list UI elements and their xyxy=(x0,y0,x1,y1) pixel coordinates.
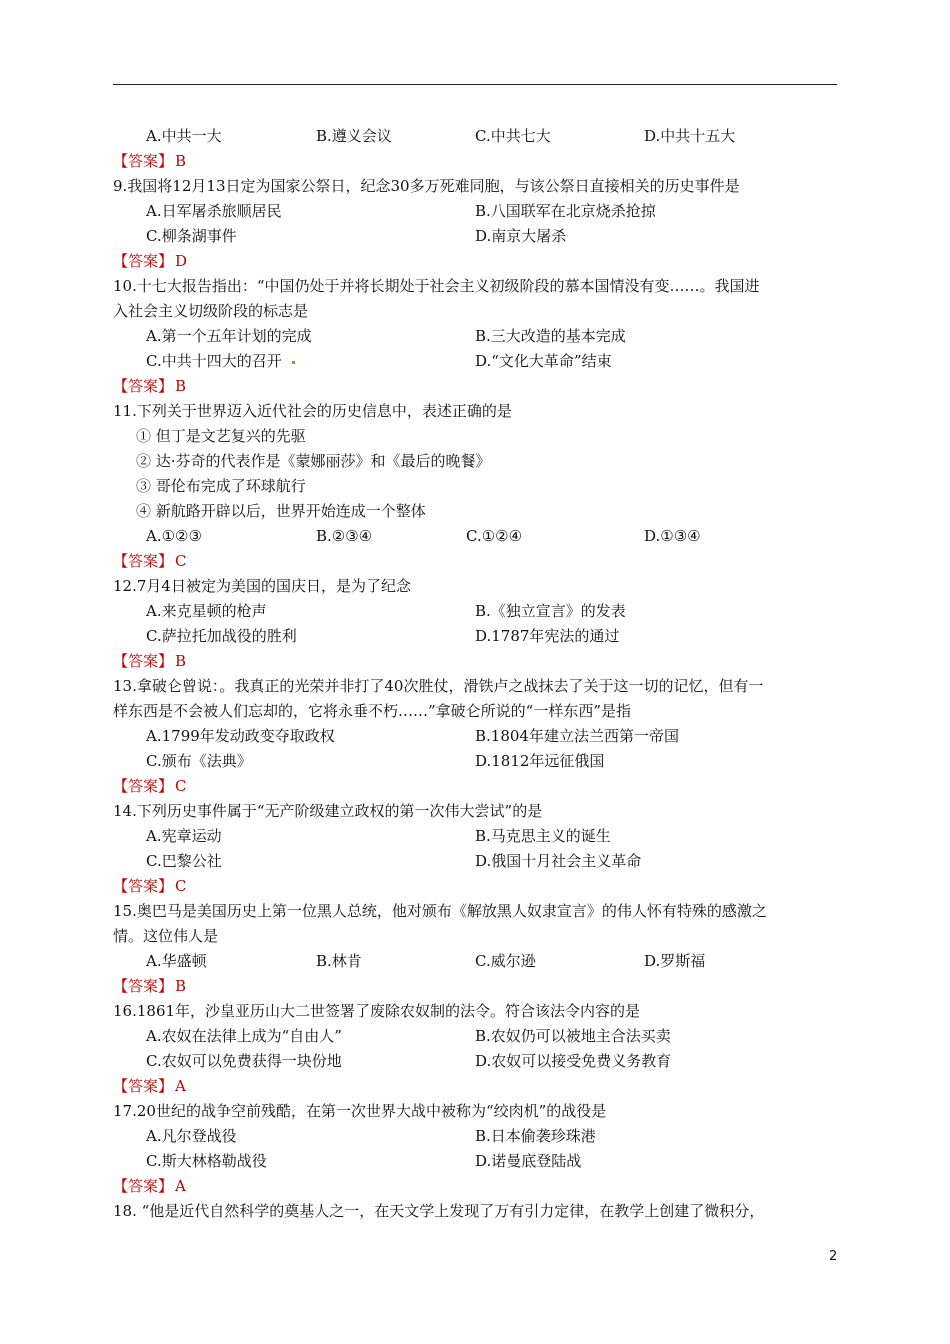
q11-options xyxy=(113,524,843,549)
q11-item-1: ① 但丁是文艺复兴的先驱 xyxy=(136,427,306,445)
q10-option-a: A.第一个五年计划的完成 xyxy=(146,327,312,345)
q12-answer-value: B xyxy=(175,652,187,670)
q15-option-a: A.华盛顿 xyxy=(146,952,207,970)
q13-option-b: B.1804年建立法兰西第一帝国 xyxy=(475,727,679,745)
q8-option-d: D.中共十五大 xyxy=(644,127,736,145)
q10-option-b: B.三大改造的基本完成 xyxy=(475,327,626,345)
q9-options-row1 xyxy=(113,199,843,224)
q16-option-b: B.农奴仍可以被地主合法买卖 xyxy=(475,1027,671,1045)
q13-answer-value: C xyxy=(175,777,187,795)
q10-text-line1: 10.十七大报告指出：“中国仍处于并将长期处于社会主义初级阶段的慕本国情没有变……。我国进 xyxy=(113,277,760,295)
q12-option-c: C.萨拉托加战役的胜利 xyxy=(146,627,297,645)
q14-option-c: C.巴黎公社 xyxy=(146,852,222,870)
q14-option-d: D.俄国十月社会主义革命 xyxy=(475,852,642,870)
q13-option-a: A.1799年发动政变夺取政权 xyxy=(146,727,335,745)
q14-answer-value: C xyxy=(175,877,187,895)
q10-option-d: D.“文化大革命”结束 xyxy=(475,352,612,370)
q12-answer xyxy=(113,649,843,674)
q14-option-b: B.马克思主义的诞生 xyxy=(475,827,611,845)
q14-options-row2 xyxy=(113,849,843,874)
q17-option-d: D.诺曼底登陆战 xyxy=(475,1152,582,1170)
q13-option-d: D.1812年远征俄国 xyxy=(475,752,605,770)
header-rule xyxy=(113,84,837,85)
answer-tag: 【答案】 xyxy=(113,1177,174,1195)
q12-options-row1 xyxy=(113,599,843,624)
q17-options-row2 xyxy=(113,1149,843,1174)
q8-option-a: A.中共一大 xyxy=(146,127,222,145)
q11-text: 11.下列关于世界迈入近代社会的历史信息中，表述正确的是 xyxy=(113,402,512,420)
q11-option-b: B.②③④ xyxy=(316,527,373,545)
q10-option-c-wrap xyxy=(146,349,295,374)
q10-text-line2: 入社会主义切级阶段的标志是 xyxy=(113,302,309,320)
q15-option-d: D.罗斯福 xyxy=(644,952,706,970)
q13-text-line1: 13.拿破仑曾说：。我真正的光荣并非打了40次胜仗，滑铁卢之战抹去了关于这一切的记忆，但有一 xyxy=(113,677,764,695)
q13-options-row1 xyxy=(113,724,843,749)
answer-tag: 【答案】 xyxy=(113,777,174,795)
exam-content xyxy=(113,124,843,1224)
q11-answer-value: C xyxy=(175,552,187,570)
q11-item-4: ④ 新航路开辟以后，世界开始连成一个整体 xyxy=(136,502,426,520)
q9-options-row2 xyxy=(113,224,843,249)
q10-answer xyxy=(113,374,843,399)
q17-option-b: B.日本偷袭珍珠港 xyxy=(475,1127,596,1145)
q14-text: 14.下列历史事件属于“无产阶级建立政权的第一次伟大尝试”的是 xyxy=(113,802,543,820)
q9-option-d: D.南京大屠杀 xyxy=(475,227,567,245)
answer-tag: 【答案】 xyxy=(113,652,174,670)
q12-option-b: B.《独立宣言》的发表 xyxy=(475,602,626,620)
q15-answer xyxy=(113,974,843,999)
q10-answer-value: B xyxy=(175,377,187,395)
q16-answer-value: A xyxy=(175,1077,186,1095)
q11-answer xyxy=(113,549,843,574)
answer-tag: 【答案】 xyxy=(113,552,174,570)
answer-tag: 【答案】 xyxy=(113,877,174,895)
answer-tag: 【答案】 xyxy=(113,1077,174,1095)
q16-text: 16.1861年，沙皇亚历山大二世签署了废除农奴制的法令。符合该法令内容的是 xyxy=(113,1002,641,1020)
q12-options-row2 xyxy=(113,624,843,649)
q17-answer xyxy=(113,1174,843,1199)
q14-options-row1 xyxy=(113,824,843,849)
q8-option-c: C.中共七大 xyxy=(475,127,551,145)
q15-text-line1: 15.奥巴马是美国历史上第一位黑人总统，他对颁布《解放黑人奴隶宣言》的伟人怀有特殊的感激之 xyxy=(113,902,767,920)
q16-option-d: D.农奴可以接受免费义务教育 xyxy=(475,1052,672,1070)
q16-option-c: C.农奴可以免费获得一块份地 xyxy=(146,1052,342,1070)
q14-answer xyxy=(113,874,843,899)
stray-dot xyxy=(292,361,295,364)
q14-option-a: A.宪章运动 xyxy=(146,827,222,845)
q9-answer-value: D xyxy=(175,252,188,270)
q8-option-b: B.遵义会议 xyxy=(316,127,392,145)
answer-tag: 【答案】 xyxy=(113,252,174,270)
answer-tag: 【答案】 xyxy=(113,377,174,395)
q15-option-b: B.林肯 xyxy=(316,952,362,970)
q15-options xyxy=(113,949,843,974)
q18-text: 18. “他是近代自然科学的奠基人之一，在天文学上发现了万有引力定律，在教学上创建了微积分， xyxy=(113,1202,765,1220)
q12-text: 12.7月4日被定为美国的国庆日，是为了纪念 xyxy=(113,577,411,595)
q16-option-a: A.农奴在法律上成为“自由人” xyxy=(146,1027,342,1045)
q10-option-c: C.中共十四大的召开 xyxy=(146,352,282,370)
q12-option-d: D.1787年宪法的通过 xyxy=(475,627,620,645)
q11-option-a: A.①②③ xyxy=(146,527,202,545)
q9-text: 9.我国将12月13日定为国家公祭日，纪念30多万死难同胞，与该公祭日直接相关的历史事件是 xyxy=(113,177,740,195)
q8-answer-value: B xyxy=(175,152,187,170)
q13-option-c: C.颁布《法典》 xyxy=(146,752,252,770)
q17-option-a: A.凡尔登战役 xyxy=(146,1127,237,1145)
q13-text-line2: 样东西是不会被人们忘却的，它将永垂不朽……”拿破仑所说的“一样东西”是指 xyxy=(113,702,632,720)
q9-option-c: C.柳条湖事件 xyxy=(146,227,237,245)
q16-options-row1 xyxy=(113,1024,843,1049)
q15-text-line2: 情。这位伟人是 xyxy=(113,927,219,945)
q8-answer xyxy=(113,149,843,174)
page-number: 2 xyxy=(829,1249,838,1264)
q8-options xyxy=(113,124,843,149)
q10-options-row2 xyxy=(113,349,843,374)
answer-tag: 【答案】 xyxy=(113,977,174,995)
q11-option-c: C.①②④ xyxy=(466,527,523,545)
q11-option-d: D.①③④ xyxy=(644,527,701,545)
answer-tag: 【答案】 xyxy=(113,152,174,170)
q13-options-row2 xyxy=(113,749,843,774)
q17-answer-value: A xyxy=(175,1177,186,1195)
q16-options-row2 xyxy=(113,1049,843,1074)
q17-option-c: C.斯大林格勒战役 xyxy=(146,1152,267,1170)
q9-option-b: B.八国联军在北京烧杀抢掠 xyxy=(475,202,656,220)
q15-option-c: C.威尔逊 xyxy=(475,952,536,970)
q9-option-a: A.日军屠杀旅顺居民 xyxy=(146,202,282,220)
q10-options-row1 xyxy=(113,324,843,349)
q11-item-3: ③ 哥伦布完成了环球航行 xyxy=(136,477,306,495)
q17-options-row1 xyxy=(113,1124,843,1149)
q13-answer xyxy=(113,774,843,799)
q16-answer xyxy=(113,1074,843,1099)
q12-option-a: A.来克星顿的枪声 xyxy=(146,602,267,620)
q15-answer-value: B xyxy=(175,977,187,995)
q11-item-2: ② 达·芬奇的代表作是《蒙娜丽莎》和《最后的晚餐》 xyxy=(136,452,491,470)
q17-text: 17.20世纪的战争空前残酷，在第一次世界大战中被称为“绞肉机”的战役是 xyxy=(113,1102,607,1120)
q9-answer xyxy=(113,249,843,274)
